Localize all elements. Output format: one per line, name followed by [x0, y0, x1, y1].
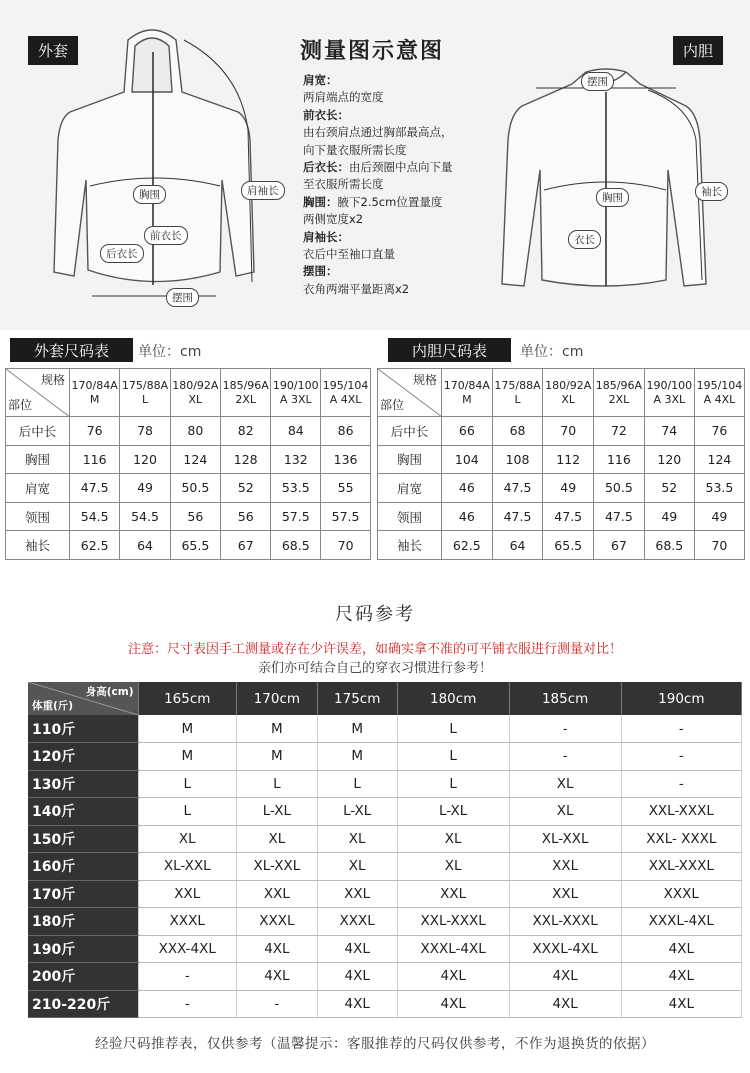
liner-size-table [377, 368, 745, 560]
liner-hem-label: 摆围 [581, 72, 614, 91]
description-line [303, 89, 503, 106]
table-cell: 70 [543, 417, 594, 446]
size-column-header [594, 369, 645, 417]
table-cell: 76 [70, 417, 120, 446]
table-cell: 50.5 [170, 474, 220, 503]
weight-label: 210-220斤 [28, 990, 138, 1018]
description-line [303, 72, 503, 89]
table-cell: 49 [120, 474, 170, 503]
size-reference-table [28, 682, 742, 1018]
row-label: 肩宽 [378, 474, 442, 503]
recommended-size-cell: XXXL [621, 880, 741, 908]
table-cell: 120 [120, 445, 170, 474]
table-cell: 68 [492, 417, 543, 446]
recommended-size-cell: M [237, 743, 318, 771]
table-cell: 68.5 [644, 531, 694, 560]
jacket-size-table [5, 368, 371, 560]
table-cell: 72 [594, 417, 645, 446]
measurement-description [303, 72, 503, 298]
table-row [28, 853, 742, 881]
size-column-header [492, 369, 543, 417]
size-code: M [462, 392, 472, 406]
diagram-title: 测量图示意图 [300, 39, 445, 64]
table-cell: 46 [442, 502, 493, 531]
description-text: 由右颈肩点通过胸部最高点， [303, 125, 453, 140]
table-row [28, 715, 742, 743]
recommended-size-cell: XXL [138, 880, 237, 908]
table-cell: 53.5 [694, 474, 744, 503]
table-row [6, 474, 371, 503]
recommended-size-cell: - [138, 990, 237, 1018]
recommended-size-cell: XL [509, 770, 621, 798]
measurement-diagram [0, 0, 750, 330]
table-cell: 47.5 [594, 502, 645, 531]
table-cell: 67 [594, 531, 645, 560]
table-cell: 54.5 [120, 502, 170, 531]
table-row [28, 825, 742, 853]
table-row [378, 445, 745, 474]
table-cell: 46 [442, 474, 493, 503]
recommended-size-cell: 4XL [621, 935, 741, 963]
recommended-size-cell: - [509, 715, 621, 743]
description-line [303, 159, 503, 176]
reference-footer: 经验尺码推荐表，仅供参考（温馨提示：客服推荐的尺码仅供参考，不作为退换货的依据） [95, 1036, 655, 1052]
row-label: 后中长 [6, 417, 70, 446]
description-line [303, 176, 503, 193]
recommended-size-cell: - [237, 990, 318, 1018]
corner-part-label: 部位 [380, 398, 405, 412]
table-cell: 57.5 [321, 502, 371, 531]
table-cell: 49 [644, 502, 694, 531]
recommended-size-cell: L-XL [397, 798, 509, 826]
recommended-size-cell: L [397, 743, 509, 771]
size-code: L [514, 392, 521, 406]
liner-illustration [490, 0, 725, 320]
recommended-size-cell: XL [397, 853, 509, 881]
table-cell: 132 [271, 445, 321, 474]
table-cell: 56 [170, 502, 220, 531]
recommended-size-cell: XXL [317, 880, 397, 908]
row-label: 袖长 [378, 531, 442, 560]
size-spec: 185/96A [222, 378, 269, 392]
height-column-header: 170cm [237, 682, 318, 715]
description-line [303, 194, 503, 211]
table-cell: 54.5 [70, 502, 120, 531]
recommended-size-cell: XXXL [317, 908, 397, 936]
recommended-size-cell: - [138, 963, 237, 991]
jacket-illustration [40, 0, 270, 320]
description-heading: 前衣长： [303, 107, 349, 122]
size-spec: 175/88A [121, 378, 169, 392]
recommended-size-cell: XL [397, 825, 509, 853]
liner-table-title: 内胆尺码表 [388, 338, 511, 362]
size-spec: 180/92A [545, 378, 592, 392]
size-spec: 195/104 [696, 378, 743, 392]
recommended-size-cell: M [138, 715, 237, 743]
recommended-size-cell: XXL [237, 880, 318, 908]
table-row [378, 474, 745, 503]
table-cell: 104 [442, 445, 493, 474]
table-row [378, 531, 745, 560]
jacket-hem-label: 摆围 [166, 288, 199, 307]
liner-sleeve-label: 袖长 [695, 182, 728, 201]
recommended-size-cell: M [317, 743, 397, 771]
row-label: 肩宽 [6, 474, 70, 503]
description-heading: 胸围： [303, 194, 338, 209]
table-cell: 70 [321, 531, 371, 560]
size-code: M [89, 392, 100, 406]
weight-label: 150斤 [28, 825, 138, 853]
recommended-size-cell: 4XL [509, 963, 621, 991]
table-cell: 62.5 [70, 531, 120, 560]
recommended-size-cell: XXL-XXXL [621, 853, 741, 881]
row-label: 胸围 [6, 445, 70, 474]
height-column-header: 165cm [138, 682, 237, 715]
size-spec: 190/100 [272, 378, 319, 392]
height-column-header: 190cm [621, 682, 741, 715]
recommended-size-cell: XXL- XXXL [621, 825, 741, 853]
row-label: 袖长 [6, 531, 70, 560]
row-label: 后中长 [378, 417, 442, 446]
table-cell: 55 [321, 474, 371, 503]
size-spec: 170/84A [71, 378, 118, 392]
table-cell: 65.5 [170, 531, 220, 560]
jacket-chest-label: 胸围 [133, 185, 166, 204]
table-row [28, 935, 742, 963]
weight-label: 120斤 [28, 743, 138, 771]
table-cell: 74 [644, 417, 694, 446]
size-column-header [271, 369, 321, 417]
table-cell: 112 [543, 445, 594, 474]
table-row [6, 531, 371, 560]
jacket-table-title: 外套尺码表 [10, 338, 133, 362]
size-code: XL [561, 392, 576, 406]
table-row [378, 502, 745, 531]
size-spec: 180/92A [172, 378, 219, 392]
weight-label: 190斤 [28, 935, 138, 963]
recommended-size-cell: L [397, 770, 509, 798]
weight-label: 200斤 [28, 963, 138, 991]
recommended-size-cell: M [138, 743, 237, 771]
recommended-size-cell: L-XL [237, 798, 318, 826]
table-row [28, 963, 742, 991]
size-code: A 3XL [279, 392, 312, 406]
table-corner [6, 369, 70, 417]
table-cell: 136 [321, 445, 371, 474]
size-code: A 3XL [653, 392, 686, 406]
recommended-size-cell: M [317, 715, 397, 743]
corner-spec-label: 规格 [412, 373, 437, 387]
table-cell: 80 [170, 417, 220, 446]
table-row [28, 990, 742, 1018]
row-label: 领围 [378, 502, 442, 531]
description-line [303, 229, 503, 246]
table-cell: 56 [221, 502, 271, 531]
recommended-size-cell: XXXL-4XL [509, 935, 621, 963]
liner-table-unit: 单位：cm [520, 344, 584, 360]
description-text: 两侧宽度x2 [303, 212, 364, 227]
recommended-size-cell: 4XL [317, 935, 397, 963]
recommended-size-cell: XXL [397, 880, 509, 908]
table-row [28, 743, 742, 771]
table-cell: 50.5 [594, 474, 645, 503]
recommended-size-cell: XL [237, 825, 318, 853]
recommended-size-cell: XL [138, 825, 237, 853]
weight-label: 140斤 [28, 798, 138, 826]
recommended-size-cell: - [509, 743, 621, 771]
table-cell: 86 [321, 417, 371, 446]
table-cell: 64 [492, 531, 543, 560]
reference-corner [28, 682, 138, 715]
weight-label: 170斤 [28, 880, 138, 908]
table-cell: 53.5 [271, 474, 321, 503]
recommended-size-cell: XXL-XXXL [621, 798, 741, 826]
size-column-header [321, 369, 371, 417]
table-cell: 47.5 [492, 474, 543, 503]
height-column-header: 185cm [509, 682, 621, 715]
size-spec: 190/100 [646, 378, 693, 392]
recommended-size-cell: XXL [509, 880, 621, 908]
table-cell: 84 [271, 417, 321, 446]
reference-note: 亲们亦可结合自己的穿衣习惯进行参考！ [257, 661, 492, 676]
size-code: 2XL [235, 392, 257, 406]
recommended-size-cell: 4XL [397, 990, 509, 1018]
recommended-size-cell: XXXL [237, 908, 318, 936]
table-cell: 49 [543, 474, 594, 503]
table-cell: 70 [694, 531, 744, 560]
weight-label: 130斤 [28, 770, 138, 798]
recommended-size-cell: L [237, 770, 318, 798]
description-text: 向下量衣服所需长度 [303, 142, 407, 157]
size-code: A 4XL [703, 392, 736, 406]
recommended-size-cell: 4XL [317, 990, 397, 1018]
corner-part-label: 部位 [8, 398, 33, 412]
height-axis-label: 身高(cm) [85, 686, 134, 698]
table-cell: 67 [221, 531, 271, 560]
size-spec: 170/84A [443, 378, 490, 392]
recommended-size-cell: XXXL-4XL [621, 908, 741, 936]
recommended-size-cell: L [317, 770, 397, 798]
table-row [6, 445, 371, 474]
recommended-size-cell: 4XL [621, 963, 741, 991]
recommended-size-cell: XXL-XXXL [509, 908, 621, 936]
table-cell: 49 [694, 502, 744, 531]
table-corner [378, 369, 442, 417]
recommended-size-cell: 4XL [317, 963, 397, 991]
recommended-size-cell: 4XL [621, 990, 741, 1018]
recommended-size-cell: XL-XXL [138, 853, 237, 881]
description-heading: 肩宽： [303, 73, 338, 87]
jacket-front-length-label: 前衣长 [144, 226, 188, 245]
row-label: 胸围 [378, 445, 442, 474]
table-row [28, 770, 742, 798]
recommended-size-cell: 4XL [237, 963, 318, 991]
liner-tag: 内胆 [673, 36, 723, 65]
recommended-size-cell: XL-XXL [237, 853, 318, 881]
jacket-table-unit: 单位：cm [138, 344, 202, 360]
table-row [28, 880, 742, 908]
table-cell: 52 [221, 474, 271, 503]
table-cell: 120 [644, 445, 694, 474]
size-spec: 175/88A [494, 378, 541, 392]
recommended-size-cell: 4XL [397, 963, 509, 991]
table-row [378, 417, 745, 446]
table-row [6, 417, 371, 446]
size-column-header [694, 369, 744, 417]
recommended-size-cell: 4XL [509, 990, 621, 1018]
description-text: 衣角两端平量距离x2 [303, 281, 410, 296]
description-line [303, 246, 503, 263]
recommended-size-cell: - [621, 743, 741, 771]
size-column-header [543, 369, 594, 417]
jacket-tag: 外套 [28, 36, 78, 65]
recommended-size-cell: L-XL [317, 798, 397, 826]
recommended-size-cell: XXL [509, 853, 621, 881]
table-cell: 68.5 [271, 531, 321, 560]
size-column-header [442, 369, 493, 417]
description-heading: 肩袖长： [303, 229, 349, 244]
table-cell: 62.5 [442, 531, 493, 560]
description-line [303, 281, 503, 298]
table-cell: 124 [694, 445, 744, 474]
reference-title: 尺码参考 [335, 604, 415, 625]
height-column-header: 180cm [397, 682, 509, 715]
recommended-size-cell: XL [509, 798, 621, 826]
table-cell: 57.5 [271, 502, 321, 531]
size-column-header [70, 369, 120, 417]
row-label: 领围 [6, 502, 70, 531]
weight-axis-label: 体重(斤) [32, 700, 74, 712]
size-column-header [120, 369, 170, 417]
recommended-size-cell: XL-XXL [509, 825, 621, 853]
table-cell: 116 [70, 445, 120, 474]
recommended-size-cell: L [138, 770, 237, 798]
description-text: 由后颈圈中点向下量 [349, 160, 453, 175]
size-column-header [170, 369, 220, 417]
recommended-size-cell: XXL-XXXL [397, 908, 509, 936]
table-row [6, 502, 371, 531]
table-cell: 47.5 [492, 502, 543, 531]
recommended-size-cell: XXXL [138, 908, 237, 936]
description-line [303, 142, 503, 159]
weight-label: 180斤 [28, 908, 138, 936]
table-cell: 66 [442, 417, 493, 446]
height-column-header: 175cm [317, 682, 397, 715]
recommended-size-cell: 4XL [237, 935, 318, 963]
description-text: 衣后中至袖口直量 [303, 247, 395, 262]
jacket-sleeve-label: 肩袖长 [241, 181, 285, 200]
recommended-size-cell: L [138, 798, 237, 826]
size-code: A 4XL [329, 392, 362, 406]
size-column-header [221, 369, 271, 417]
description-line [303, 263, 503, 280]
table-cell: 124 [170, 445, 220, 474]
description-text: 至衣服所需长度 [303, 177, 384, 192]
table-cell: 108 [492, 445, 543, 474]
size-spec: 185/96A [595, 378, 643, 392]
recommended-size-cell: XXX-4XL [138, 935, 237, 963]
recommended-size-cell: XL [317, 825, 397, 853]
recommended-size-cell: XXXL-4XL [397, 935, 509, 963]
description-line [303, 124, 503, 141]
description-line [303, 211, 503, 228]
recommended-size-cell: - [621, 715, 741, 743]
size-code: L [141, 392, 149, 406]
jacket-back-length-label: 后衣长 [100, 244, 144, 263]
weight-label: 160斤 [28, 853, 138, 881]
recommended-size-cell: XL [317, 853, 397, 881]
description-heading: 后衣长： [303, 160, 349, 175]
size-spec: 195/104 [322, 378, 369, 392]
table-cell: 128 [221, 445, 271, 474]
size-code: XL [188, 392, 203, 406]
table-cell: 52 [644, 474, 694, 503]
corner-spec-label: 规格 [40, 373, 65, 387]
table-cell: 64 [120, 531, 170, 560]
table-cell: 47.5 [543, 502, 594, 531]
recommended-size-cell: - [621, 770, 741, 798]
size-column-header [644, 369, 694, 417]
table-cell: 82 [221, 417, 271, 446]
table-row [28, 798, 742, 826]
recommended-size-cell: L [397, 715, 509, 743]
table-row [28, 908, 742, 936]
recommended-size-cell: M [237, 715, 318, 743]
description-text: 腋下2.5cm位置量度 [337, 194, 443, 209]
table-cell: 116 [594, 445, 645, 474]
liner-chest-label: 胸围 [596, 188, 629, 207]
description-line [303, 107, 503, 124]
description-text: 两肩端点的宽度 [303, 90, 384, 105]
table-cell: 78 [120, 417, 170, 446]
table-cell: 65.5 [543, 531, 594, 560]
liner-length-label: 衣长 [568, 230, 601, 249]
reference-warning: 注意：尺寸表因手工测量或存在少许误差，如确实拿不准的可平铺衣服进行测量对比！ [127, 642, 622, 657]
table-cell: 76 [694, 417, 744, 446]
weight-label: 110斤 [28, 715, 138, 743]
table-cell: 47.5 [70, 474, 120, 503]
size-code: 2XL [608, 392, 630, 406]
description-heading: 摆围： [303, 264, 338, 279]
